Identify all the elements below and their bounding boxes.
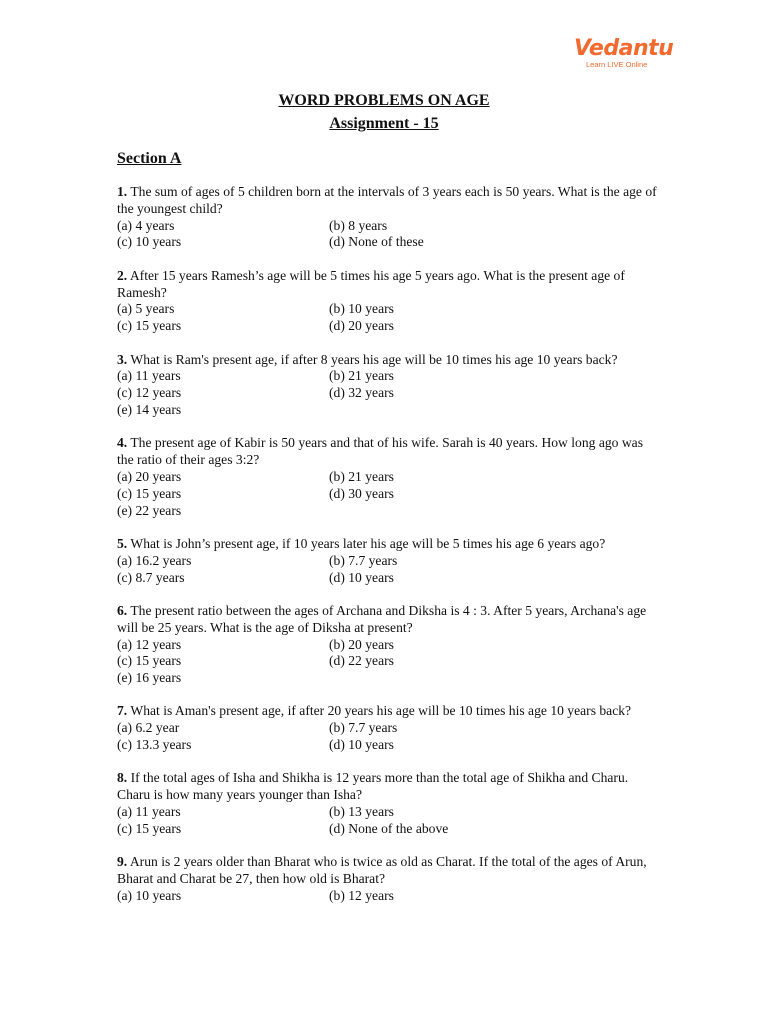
question-number: 2.: [117, 267, 128, 283]
assignment-subtitle: Assignment - 15: [329, 115, 439, 132]
question-body: Arun is 2 years older than Bharat who is twice as old as Charat. If the total of the ages of Arun, Bharat and Charat be 27, then how old is Bharat?: [117, 854, 647, 887]
answer-option: (c) 15 years: [117, 653, 182, 669]
answer-option: (d) 22 years: [329, 653, 394, 669]
question-number: 5.: [117, 535, 128, 551]
question-body: The present ratio between the ages of Archana and Diksha is 4 : 3. After 5 years, Archana's age will be 25 years. What is the age of Diksha at present?: [117, 602, 647, 635]
answer-option: (b) 21 years: [329, 368, 394, 384]
answer-options: [117, 888, 657, 905]
question-number: 1.: [117, 184, 128, 199]
answer-options: [117, 804, 657, 838]
answer-option: (a) 11 years: [117, 804, 181, 820]
answer-options: [117, 301, 657, 335]
question-4: [117, 435, 657, 519]
question-8: [117, 770, 657, 837]
question-5: [117, 536, 657, 586]
question-list: [117, 184, 657, 921]
vedantu-logo: [574, 38, 674, 78]
answer-options: [117, 553, 657, 587]
question-9: [117, 854, 657, 904]
question-text: [117, 536, 657, 553]
question-number: 8.: [117, 770, 128, 786]
question-body: What is John’s present age, if 10 years later his age will be 5 times his age 6 years ago?: [130, 535, 606, 551]
answer-option: (e) 22 years: [117, 502, 182, 518]
question-number: 6.: [117, 602, 128, 618]
answer-option: (a) 4 years: [117, 217, 175, 233]
answer-options: [117, 368, 657, 418]
question-body: After 15 years Ramesh’s age will be 5 times his age 5 years ago. What is the present age of Ramesh?: [117, 267, 625, 300]
answer-option: (b) 21 years: [329, 468, 394, 484]
logo-tagline: Learn LIVE Online: [586, 60, 648, 69]
question-body: What is Ram's present age, if after 8 years his age will be 10 times his age 10 years back?: [130, 351, 618, 367]
question-text: [117, 770, 657, 804]
answer-options: [117, 469, 657, 519]
answer-option: (b) 13 years: [329, 804, 394, 820]
answer-option: (a) 10 years: [117, 887, 182, 903]
answer-option: (c) 8.7 years: [117, 569, 185, 585]
question-body: The sum of ages of 5 children born at the intervals of 3 years each is 50 years. What is the age of the youngest child?: [117, 184, 657, 216]
answer-option: (b) 12 years: [329, 887, 394, 903]
answer-option: (a) 20 years: [117, 468, 182, 484]
answer-option: (e) 16 years: [117, 670, 182, 686]
question-3: [117, 352, 657, 419]
answer-option: (d) 30 years: [329, 485, 394, 501]
answer-options: [117, 637, 657, 687]
answer-option: (a) 16.2 years: [117, 552, 192, 568]
answer-option: (b) 7.7 years: [329, 552, 398, 568]
answer-option: (a) 5 years: [117, 301, 175, 317]
question-text: [117, 184, 657, 218]
section-heading: Section A: [117, 150, 182, 167]
answer-option: (d) 10 years: [329, 569, 394, 585]
question-text: [117, 352, 657, 369]
question-body: The present age of Kabir is 50 years and that of his wife. Sarah is 40 years. How long ago was the ratio of their ages 3:2?: [117, 435, 644, 468]
answer-option: (e) 14 years: [117, 401, 182, 417]
question-2: [117, 268, 657, 335]
answer-option: (b) 10 years: [329, 301, 394, 317]
answer-options: [117, 218, 657, 252]
answer-option: (d) None of the above: [329, 820, 449, 836]
question-body: What is Aman's present age, if after 20 years his age will be 10 times his age 10 years back?: [130, 703, 632, 719]
question-number: 4.: [117, 435, 128, 451]
question-6: [117, 603, 657, 687]
answer-option: (d) 20 years: [329, 318, 394, 334]
answer-option: (b) 8 years: [329, 217, 388, 233]
answer-options: [117, 720, 657, 754]
question-7: [117, 703, 657, 753]
answer-option: (c) 15 years: [117, 485, 182, 501]
answer-option: (c) 15 years: [117, 318, 182, 334]
answer-option: (a) 6.2 year: [117, 720, 180, 736]
answer-option: (b) 7.7 years: [329, 720, 398, 736]
logo-wordmark: Vedantu: [574, 36, 674, 61]
question-number: 7.: [117, 703, 128, 719]
answer-option: (a) 11 years: [117, 368, 181, 384]
answer-option: (c) 10 years: [117, 234, 182, 250]
answer-option: (c) 13.3 years: [117, 737, 192, 753]
answer-option: (c) 12 years: [117, 385, 182, 401]
question-text: [117, 435, 657, 469]
question-text: [117, 854, 657, 888]
answer-option: (d) 32 years: [329, 385, 394, 401]
answer-option: (c) 15 years: [117, 820, 182, 836]
answer-option: (a) 12 years: [117, 636, 182, 652]
question-body: If the total ages of Isha and Shikha is 12 years more than the total age of Shikha and Charu. Charu is how many years younger than Isha?: [117, 770, 629, 803]
answer-option: (d) 10 years: [329, 737, 394, 753]
answer-option: (d) None of these: [329, 234, 424, 250]
answer-option: (b) 20 years: [329, 636, 394, 652]
question-text: [117, 268, 657, 302]
question-text: [117, 703, 657, 720]
document-title: WORD PROBLEMS ON AGE: [278, 92, 490, 109]
question-number: 9.: [117, 854, 128, 870]
question-number: 3.: [117, 351, 128, 367]
question-text: [117, 603, 657, 637]
question-1: [117, 184, 657, 251]
